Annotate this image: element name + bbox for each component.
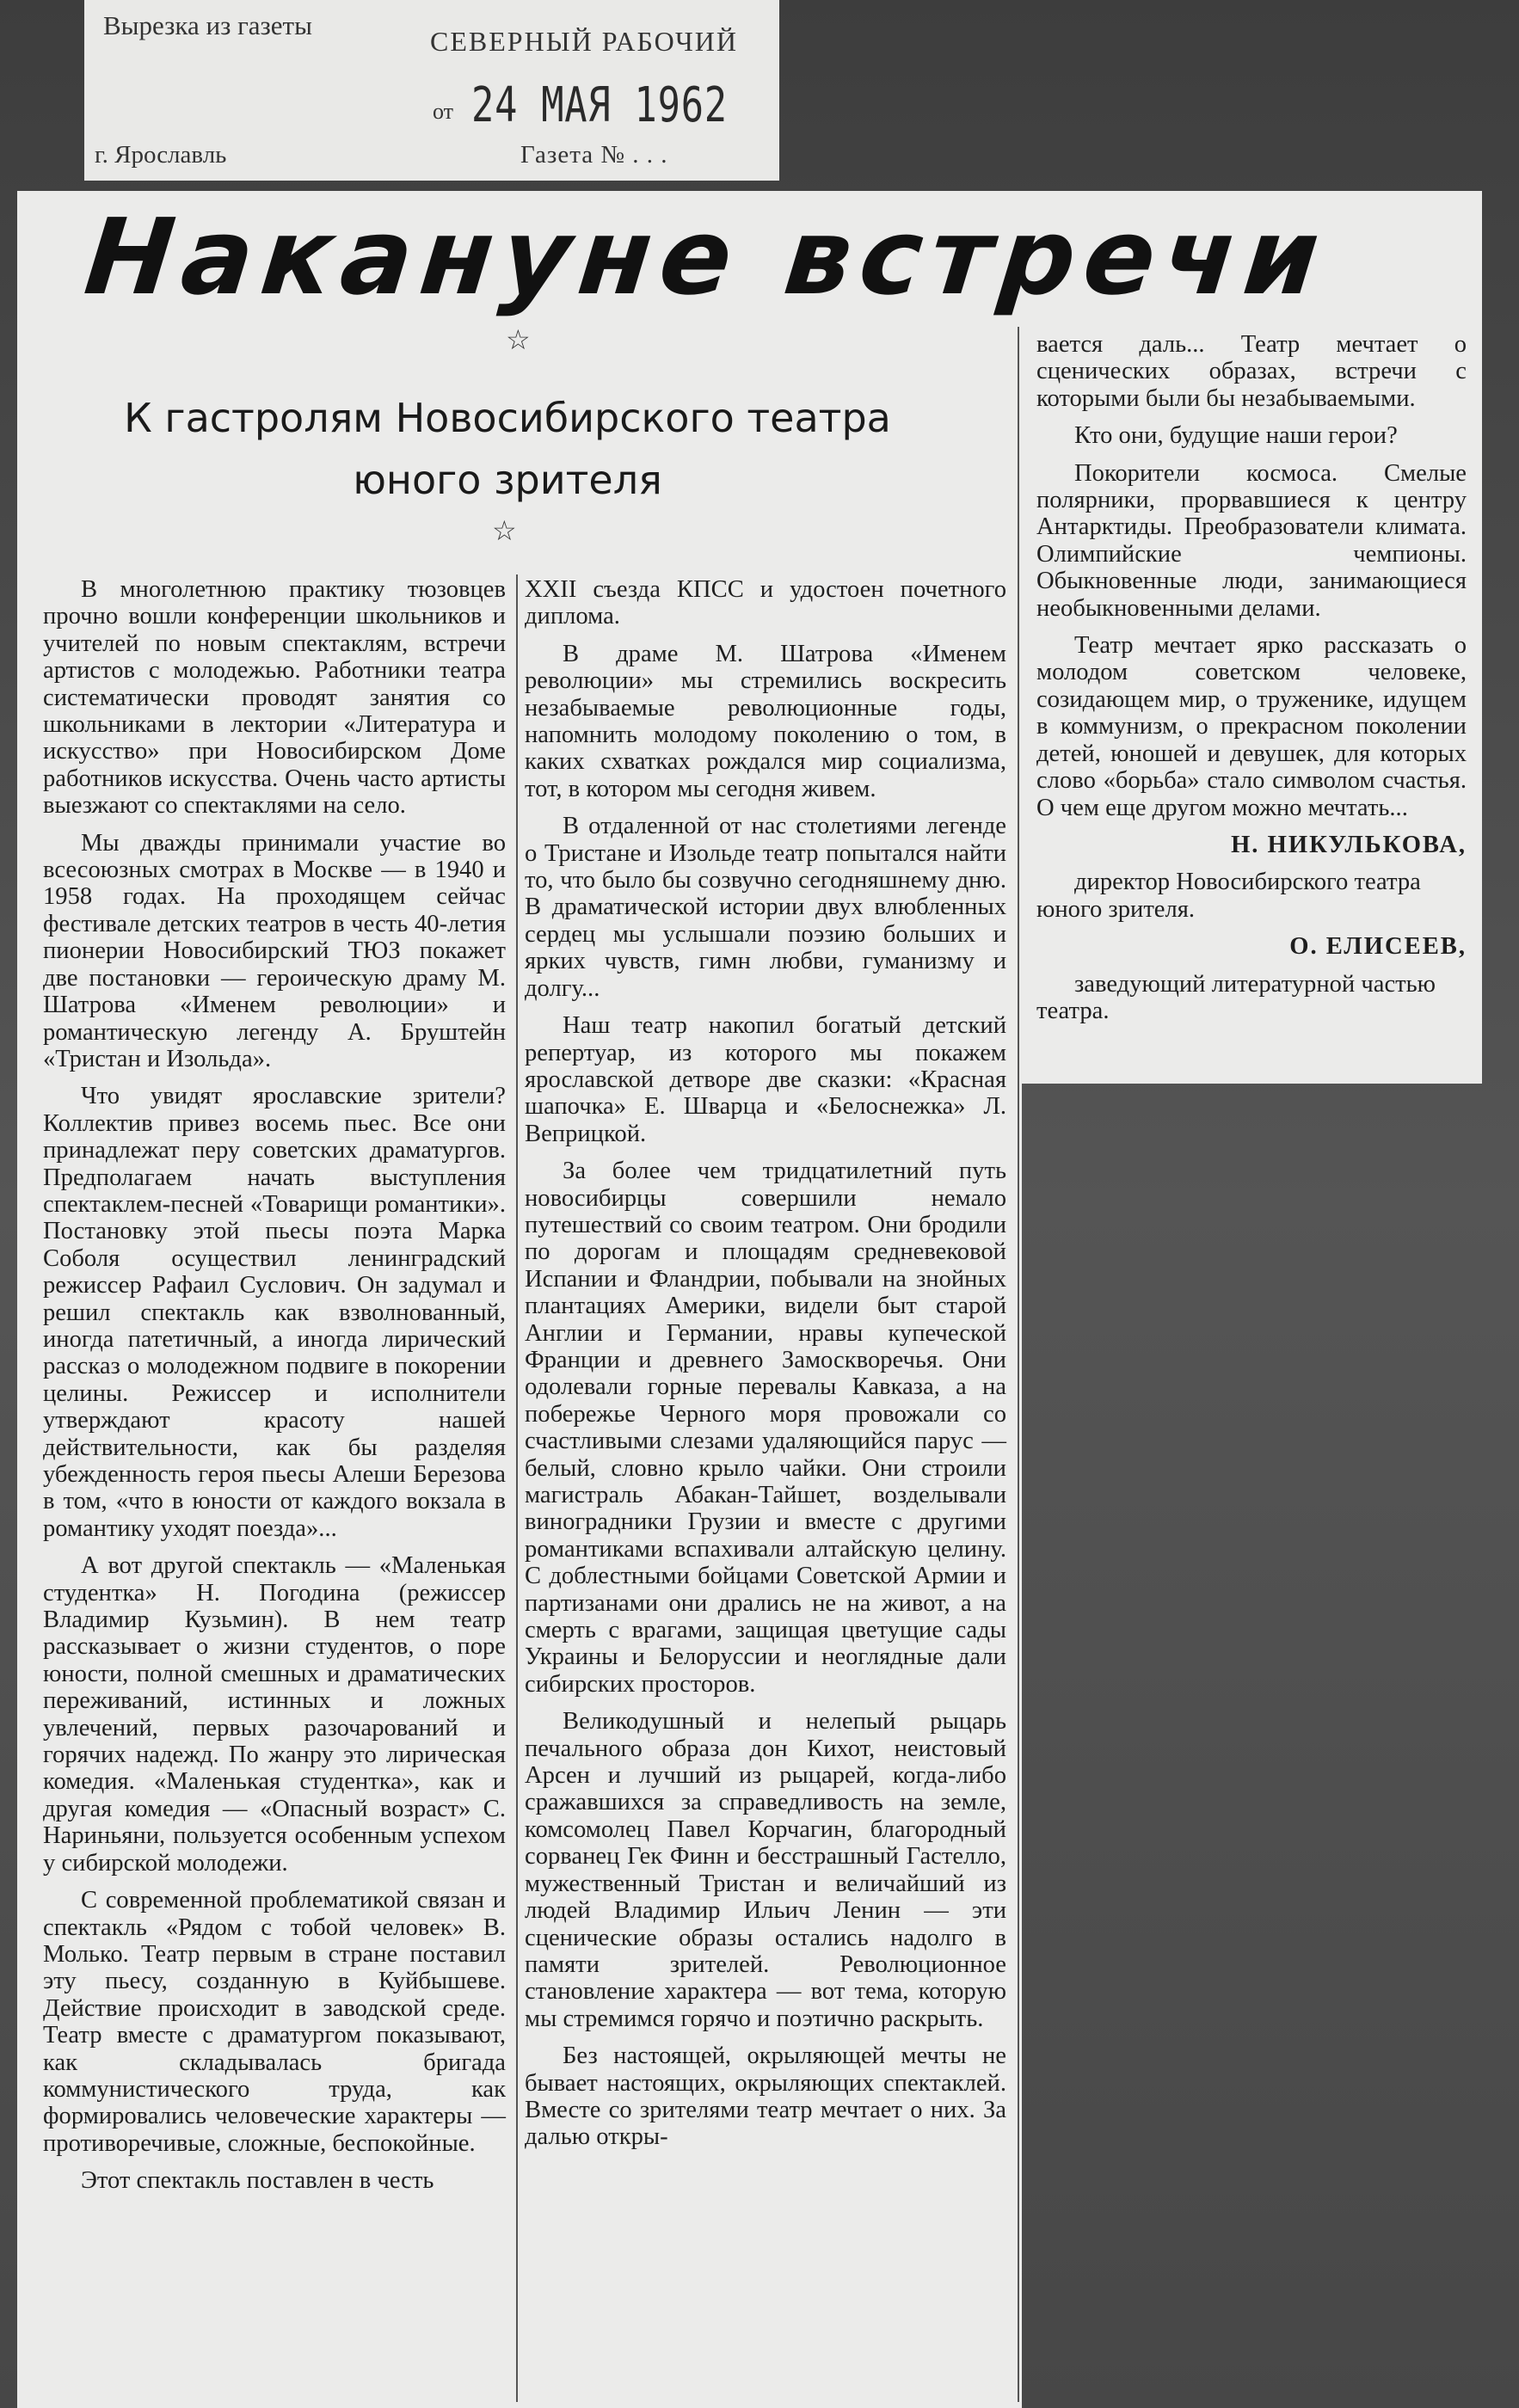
paragraph: Без настоящей, окрыляющей мечты не бывает настоящих, окрыляющих спектаклей. Вместе со зрителями театр мечтает о них. За далью откры- [525, 2042, 1006, 2151]
city-label: г. Ярославль [95, 141, 227, 169]
paragraph: Мы дважды принимали участие во всесоюзных смотрах в Москве — в 1940 и 1958 годах. На проходящем сейчас фестивале детских театров в честь 40-летия пионерии Новосибирский ТЮЗ покажет две постановки — героическую драму М. Шатрова «Именем революции» и романтическую легенду А. Бруштейн «Тристан и Изольда». [43, 829, 506, 1072]
newspaper-name: СЕВЕРНЫЙ РАБОЧИЙ [430, 26, 738, 57]
paragraph: Великодушный и нелепый рыцарь печального образа дон Кихот, неистовый Арсен и лучший из рыцарей, когда-либо сражавшихся за справедливость на земле, комсомолец Павел Корчагин, благородный сорванец Гек Финн и бесстрашный Гастелло, мужественный Тристан и величайший из людей Владимир Ильич Ленин — эти сценические образы остались надолго в памяти зрителей. Революционное становление характера — вот тема, которую мы стремимся горячо и поэтично раскрыть. [525, 1708, 1006, 2032]
paragraph: Театр мечтает ярко рассказать о молодом советском человеке, созидающем мир, о труженике, идущем в коммунизм, о прекрасном поколении детей, юношей и девушек, для которых слово «борьба» стало символом счастья. О чем еще другом можно мечтать... [1036, 632, 1467, 821]
paragraph: С современной проблематикой связан и спектакль «Рядом с тобой человек» В. Молько. Театр первым в стране поставил эту пьесу, созданную в Куйбышеве. Действие происходит в заводской среде. Театр вместе с драматургом показывают, как складывалась бригада коммунистического труда, как формировались человеческие характеры — противоречивые, сложные, беспокойные. [43, 1887, 506, 2157]
issue-number-label: Газета № . . . [520, 141, 668, 169]
paragraph: Этот спектакль поставлен в честь [81, 2167, 434, 2195]
author-signature-name: Н. НИКУЛЬКОВА, [1231, 831, 1467, 858]
column-divider [516, 574, 518, 2402]
paragraph: Покорители космоса. Смелые полярники, прорвавшиеся к центру Антарктиды. Преобразователи климата. Олимпийские чемпионы. Обыкновенные люди, занимающиеся необыкновенными делами. [1036, 459, 1467, 622]
article-headline: Накануне встречи [79, 196, 1333, 318]
article-subheading: К гастролям Новосибирского театра юного зрителя [124, 395, 891, 503]
paragraph: Кто они, будущие наши герои? [1074, 422, 1398, 450]
slip-label: Вырезка из газеты [103, 10, 312, 40]
clipping-label-slip [84, 0, 779, 181]
paragraph: XXII съезда КПСС и удостоен почетного диплома. [525, 576, 1006, 630]
paragraph: За более чем тридцатилетний путь новосибирцы совершили немало путешествий со своим театром. Они бродили по дорогам и площадям средневековой Испании и Фландрии, побывали на знойных плантациях Америки, видели быт старой Англии и Германии, нравы купеческой Франции и древнего Замоскворечья. Они одолевали горные перевалы Кавказа, а на побережье Черного моря провожали со счастливыми слезами удаляющийся парус — белый, словно крыло чайки. Они строили магистраль Абакан-Тайшет, возделывали виноградники Грузии и вместе с другими романтиками вспахивали алтайскую целину. С доблестными бойцами Советской Армии и партизанами они дрались не на живот, а на смерть с врагами, защищая цветущие сады Украины и Белоруссии и неоглядные дали сибирских просторов. [525, 1158, 1006, 1698]
paragraph: Что увидят ярославские зрители? Коллектив привез восемь пьес. Все они принадлежат перу советских драматургов. Предполагаем начать выступления спектаклем-песней «Товарищи романтики». Постановку этой пьесы поэта Марка Соболя осуществил ленинградский режиссер Рафаил Суслович. Он задумал и решил спектакль как взволнованный, иногда патетичный, а иногда лирический рассказ о молодежном подвиге в покорении целины. Режиссер и исполнители утверждают красоту нашей действительности, как бы разделяя убежденность героя пьесы Алеши Березова в том, «что в юности от каждого вокзала в романтику уходят поезда»... [43, 1083, 506, 1542]
author-signature-title: заведующий литературной частью театра. [1036, 970, 1436, 1024]
author-signature-name: О. ЕЛИСЕЕВ, [1289, 933, 1467, 961]
paragraph: Наш театр накопил богатый детский репертуар, из которого мы покажем ярославской детворе две сказки: «Красная шапочка» Е. Шварца и «Белоснежка» Л. Веприцкой. [525, 1012, 1006, 1147]
article-column-3 [1036, 331, 1467, 1035]
paragraph: В отдаленной от нас столетиями легенде о Тристане и Изольде театр попытался найти то, что было бы созвучно сегодняшнему дню. В драматической истории двух влюбленных сердец мы услышали поэзию больших и ярких чувств, гимн любви, гуманизму и долгу... [525, 813, 1006, 1002]
author-signature-title: директор Новосибирского театра юного зрителя. [1036, 869, 1421, 923]
star-ornament-icon: ☆ [492, 515, 517, 546]
article-column-1 [43, 576, 506, 2205]
article-column-2 [525, 576, 1006, 2161]
paragraph: В драме М. Шатрова «Именем революции» мы стремились воскресить незабываемые революционные годы, напомнить молодому поколению о том, в каких схватках рождался мир социализма, тот, в котором мы сегодня живем. [525, 640, 1006, 802]
column-divider [1018, 327, 1019, 2402]
stamped-date: 24 МАЯ 1962 [471, 77, 728, 133]
paragraph: вается даль... Театр мечтает о сценических образах, встречи с которыми были бы незабываемыми. [1036, 331, 1467, 412]
paragraph: А вот другой спектакль — «Маленькая студентка» Н. Погодина (режиссер Владимир Кузьмин). В нем театр рассказывает о жизни студентов, о поре юности, полной смешных и драматических переживаний, истинных и ложных увлечений, первых разочарований и горячих надежд. По жанру это лирическая комедия. «Маленькая студентка», как и другая комедия — «Опасный возраст» С. Нариньяни, пользуется особенным успехом у сибирской молодежи. [43, 1552, 506, 1877]
paragraph: В многолетнюю практику тюзовцев прочно вошли конференции школьников и учителей по новым спектаклям, встречи артистов с молодежью. Работники театра систематически проводят занятия со школьниками в лектории «Литература и искусство» при Новосибирском Доме работников искусства. Очень часто артисты выезжают со спектаклями на село. [43, 576, 506, 820]
date-prefix: от [433, 99, 454, 124]
star-ornament-icon: ☆ [506, 324, 531, 355]
